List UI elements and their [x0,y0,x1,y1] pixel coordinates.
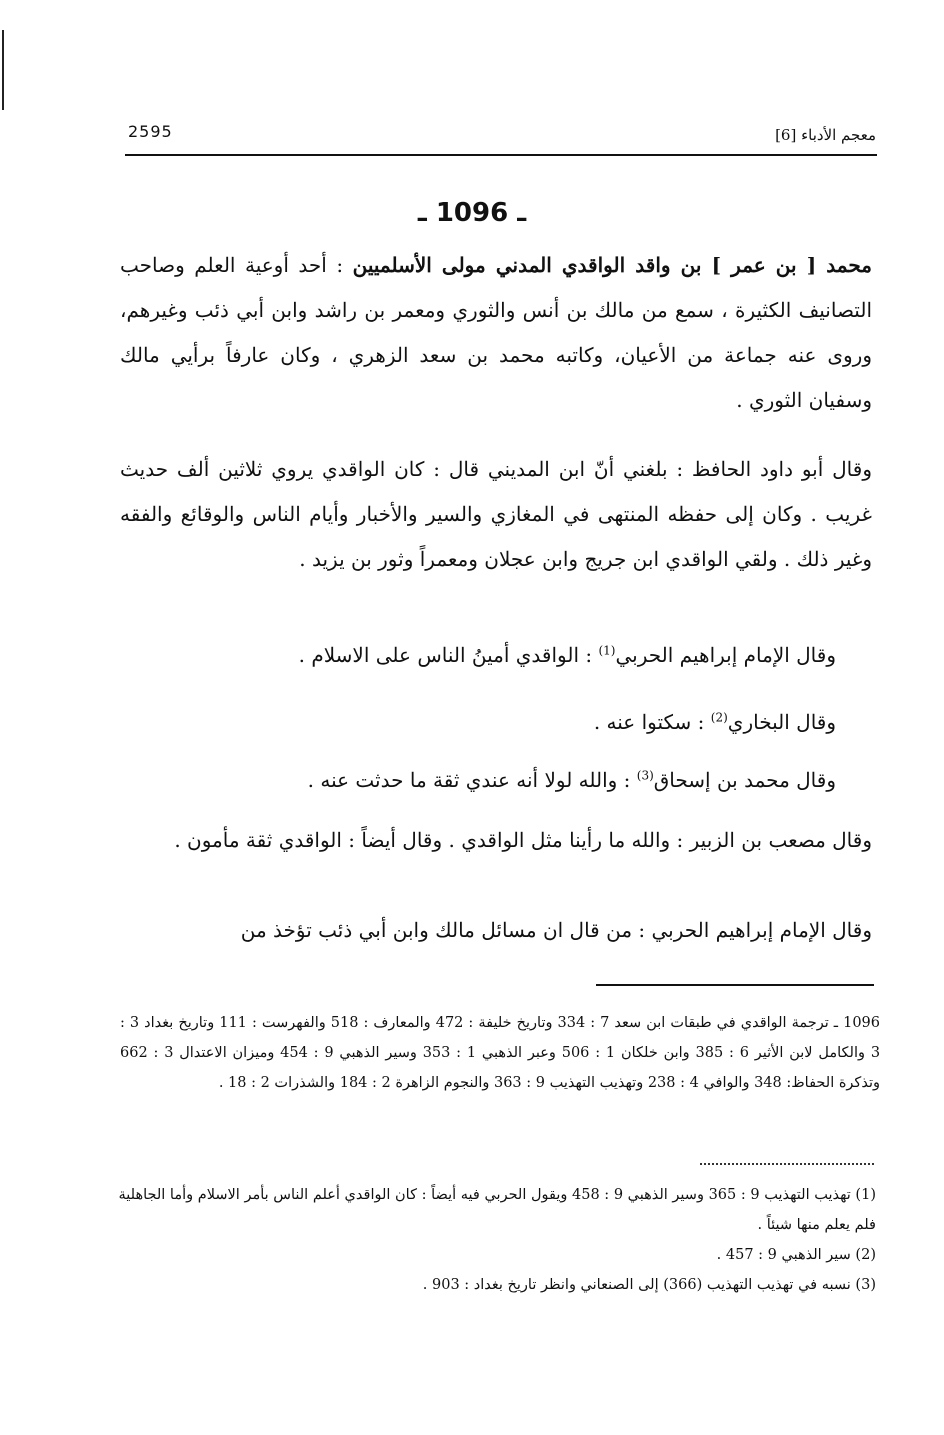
paragraph-2 [120,447,872,582]
footnote-ref-2: (2) [710,710,728,725]
paragraph-3 [120,633,872,678]
page-number: 2595 [128,122,173,141]
footnote-3: (3) نسبه في تهذيب التهذيب (366) إلى الصنعاني وانظر تاريخ بغداد : 903 . [422,1277,876,1293]
paragraph-5-text-b: : والله لولا أنه عندي ثقة ما حدثت عنه . [307,768,637,792]
header-rule [125,154,877,156]
footnotes-separator-dotted [700,1163,874,1165]
footnotes [110,1180,876,1300]
footnote-1: (1) تهذيب التهذيب 9 : 365 وسير الذهبي 9 : 458 ويقول الحربي فيه أيضاً : كان الواقدي أعلم الناس بأمر الاسلام وأما الجاهلية فلم يعلم منها شيئاً . [118,1187,876,1233]
paragraph-1-text: : أحد أوعية العلم وصاحب التصانيف الكثيرة ، سمع من مالك بن أنس والثوري ومعمر بن راشد وابن أبي ذئب وغيرهم، وروى عنه جماعة من الأعيان، وكاتبه محمد بن سعد الزهري ، وكان عارفاً برأيي مالك وسفيان الثوري . [120,253,872,412]
paragraph-6-text: وقال مصعب بن الزبير : والله ما رأينا مثل الواقدي . وقال أيضاً : الواقدي ثقة مأمون . [174,828,872,852]
footnote-ref-3: (3) [636,768,654,783]
sources-note: 1096 ـ ترجمة الواقدي في طبقات ابن سعد 7 : 334 وتاريخ خليفة : 472 والمعارف : 518 والفهرست : 111 وتاريخ بغداد 3 : 3 والكامل لابن الأثير 6 : 385 وابن خلكان 1 : 506 وعبر الذهبي 1 : 353 وسير الذهبي 9 : 454 وميزان الاعتدال 3 : 662 وتذكرة الحفاظ: 348 والوافي 4 : 238 وتهذيب التهذيب 9 : 363 والنجوم الزاهرة 2 : 184 والشذرات 2 : 18 . [120,1015,881,1091]
paragraph-5 [120,758,872,803]
paragraph-7-text: وقال الإمام إبراهيم الحربي : من قال ان مسائل مالك وابن أبي ذئب تؤخذ من [240,918,872,942]
paragraph-3-text-b: : الواقدي أمينُ الناس على الاسلام . [298,643,599,667]
paragraph-5-text-a: وقال محمد بن إسحاق [653,768,836,792]
paragraph-2-text: وقال أبو داود الحافظ : بلغني أنّ ابن المديني قال : كان الواقدي يروي ثلاثين ألف حديث غريب . وكان إلى حفظه المنتهى في المغازي والسير والأخبار وأيام الناس والوقائع والفقه وغير ذلك . ولقي الواقدي ابن جريج وابن عجلان ومعمراً وثور بن يزيد . [120,457,872,571]
footnote-2: (2) سير الذهبي 9 : 457 . [716,1247,876,1263]
sources-separator-rule [596,984,874,986]
entry-name: محمد [ بن عمر ] بن واقد الواقدي المدني مولى الأسلميين [352,253,872,277]
entry-number: ـ 1096 ـ [417,198,527,228]
paragraph-3-text-a: وقال الإمام إبراهيم الحربي [615,643,836,667]
footnote-ref-1: (1) [598,643,616,658]
paragraph-1 [120,243,872,423]
paragraph-4-text-a: وقال البخاري [727,710,836,734]
scan-edge-mark [2,30,4,110]
running-head [128,122,876,154]
paragraph-4-text-b: : سكتوا عنه . [593,710,711,734]
book-title: معجم الأدباء [6] [775,126,876,144]
paragraph-4 [120,700,872,745]
paragraph-7 [120,908,872,953]
paragraph-6 [120,818,872,863]
